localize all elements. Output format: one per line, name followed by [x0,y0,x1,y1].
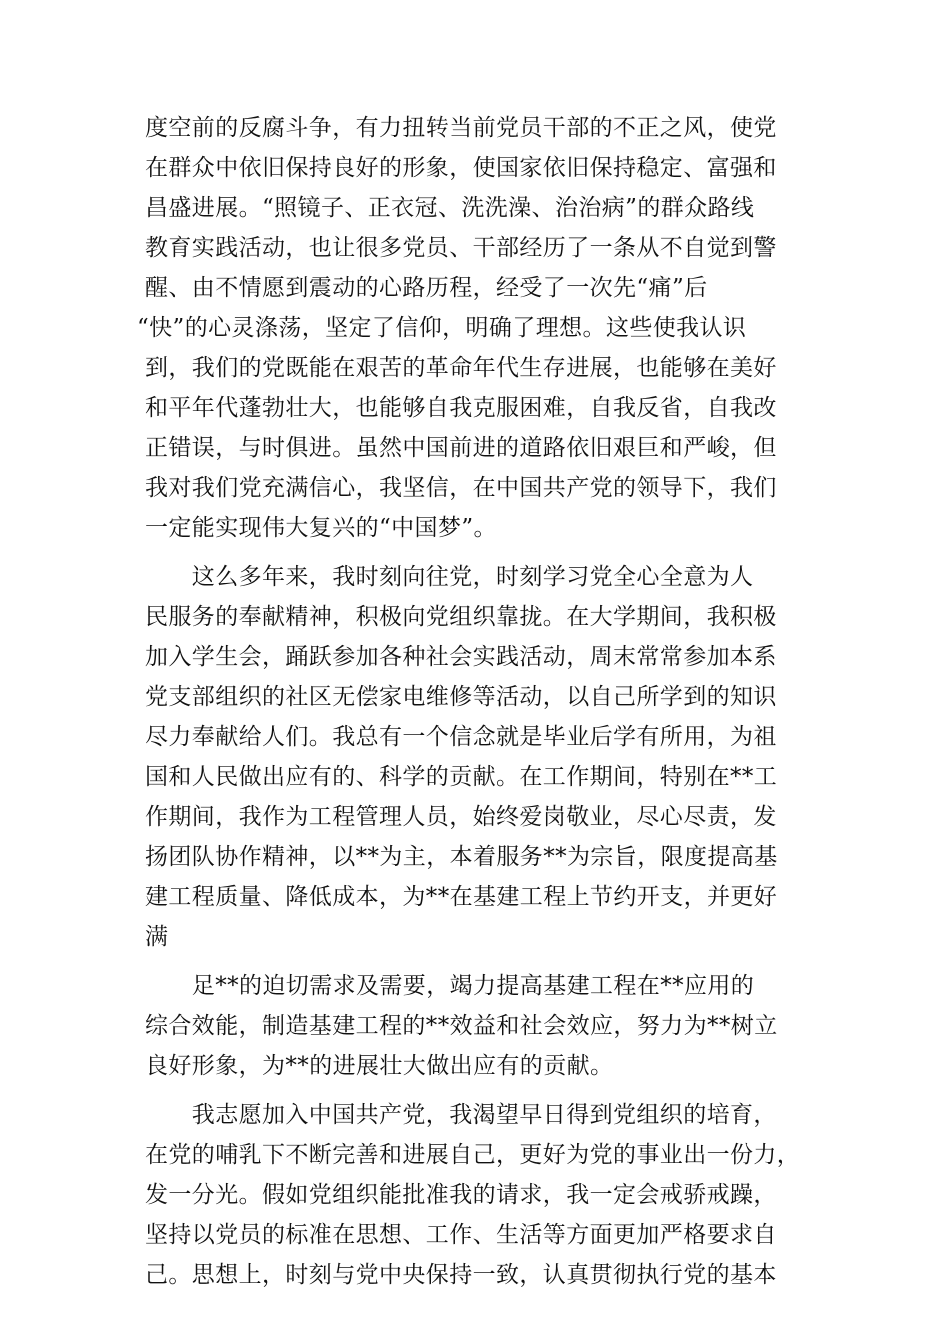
text-line: 发一分光。假如党组织能批准我的请求，我一定会戒骄戒躁， [145,1182,777,1208]
text-line: 在群众中依旧保持良好的形象，使国家依旧保持稳定、富强和 [145,155,777,181]
text-line: 我对我们党充满信心，我坚信，在中国共产党的领导下，我们 [145,475,777,501]
text-line: 满 [145,924,169,950]
text-line: 和平年代蓬勃壮大，也能够自我克服困难，自我反省，自我改 [145,395,777,421]
paragraph-first-line: 足**的迫切需求及需要，竭力提高基建工程在**应用的 [145,973,755,999]
text-line: 在党的哺乳下不断完善和进展自己，更好为党的事业出一份力， [145,1142,801,1168]
paragraph-gap [145,957,815,966]
text-line: 综合效能，制造基建工程的**效益和社会效应，努力为**树立 [145,1013,778,1039]
text-line: 国和人民做出应有的、科学的贡献。在工作期间，特别在**工 [145,764,778,790]
paragraph-gap [145,548,815,557]
paragraph-gap [145,1086,815,1095]
text-line: 坚持以党员的标准在思想、工作、生活等方面更加严格要求自 [145,1222,777,1248]
text-line: 正错误，与时俱进。虽然中国前进的道路依旧艰巨和严峻，但 [145,435,777,461]
text-line: 扬团队协作精神，以**为主，本着服务**为宗旨，限度提高基 [145,844,778,870]
text-line: 一定能实现伟大复兴的“中国梦”。 [145,515,497,541]
text-line: 到，我们的党既能在艰苦的革命年代生存进展，也能够在美好 [145,355,777,381]
paragraph-first-line: 这么多年来，我时刻向往党，时刻学习党全心全意为人 [145,564,754,590]
text-line: 民服务的奉献精神，积极向党组织靠拢。在大学期间，我积极 [145,604,777,630]
body-text [137,108,815,1295]
text-line: 作期间，我作为工程管理人员，始终爱岗敬业，尽心尽责，发 [145,804,777,830]
text-line: 尽力奉献给人们。我总有一个信念就是毕业后学有所用，为祖 [145,724,777,750]
text-line: 度空前的反腐斗争，有力扭转当前党员干部的不正之风，使党 [145,115,777,141]
text-line: 昌盛进展。“照镜子、正衣冠、洗洗澡、治治病”的群众路线 [145,195,755,221]
text-line: 教育实践活动，也让很多党员、干部经历了一条从不自觉到警 [145,235,777,261]
text-line: “快”的心灵涤荡，坚定了信仰，明确了理想。这些使我认识 [137,315,747,341]
text-line: 建工程质量、降低成本，为**在基建工程上节约开支，并更好 [145,884,778,910]
paragraph-first-line: 我志愿加入中国共产党，我渴望早日得到党组织的培育， [145,1102,777,1128]
text-line: 己。思想上，时刻与党中央保持一致，认真贯彻执行党的基本 [145,1262,777,1288]
text-line: 党支部组织的社区无偿家电维修等活动，以自己所学到的知识 [145,684,777,710]
text-line: 良好形象，为**的进展壮大做出应有的贡献。 [145,1053,614,1079]
text-line: 醒、由不情愿到震动的心路历程，经受了一次先“痛”后 [145,275,708,301]
text-line: 加入学生会，踊跃参加各种社会实践活动，周末常常参加本系 [145,644,777,670]
